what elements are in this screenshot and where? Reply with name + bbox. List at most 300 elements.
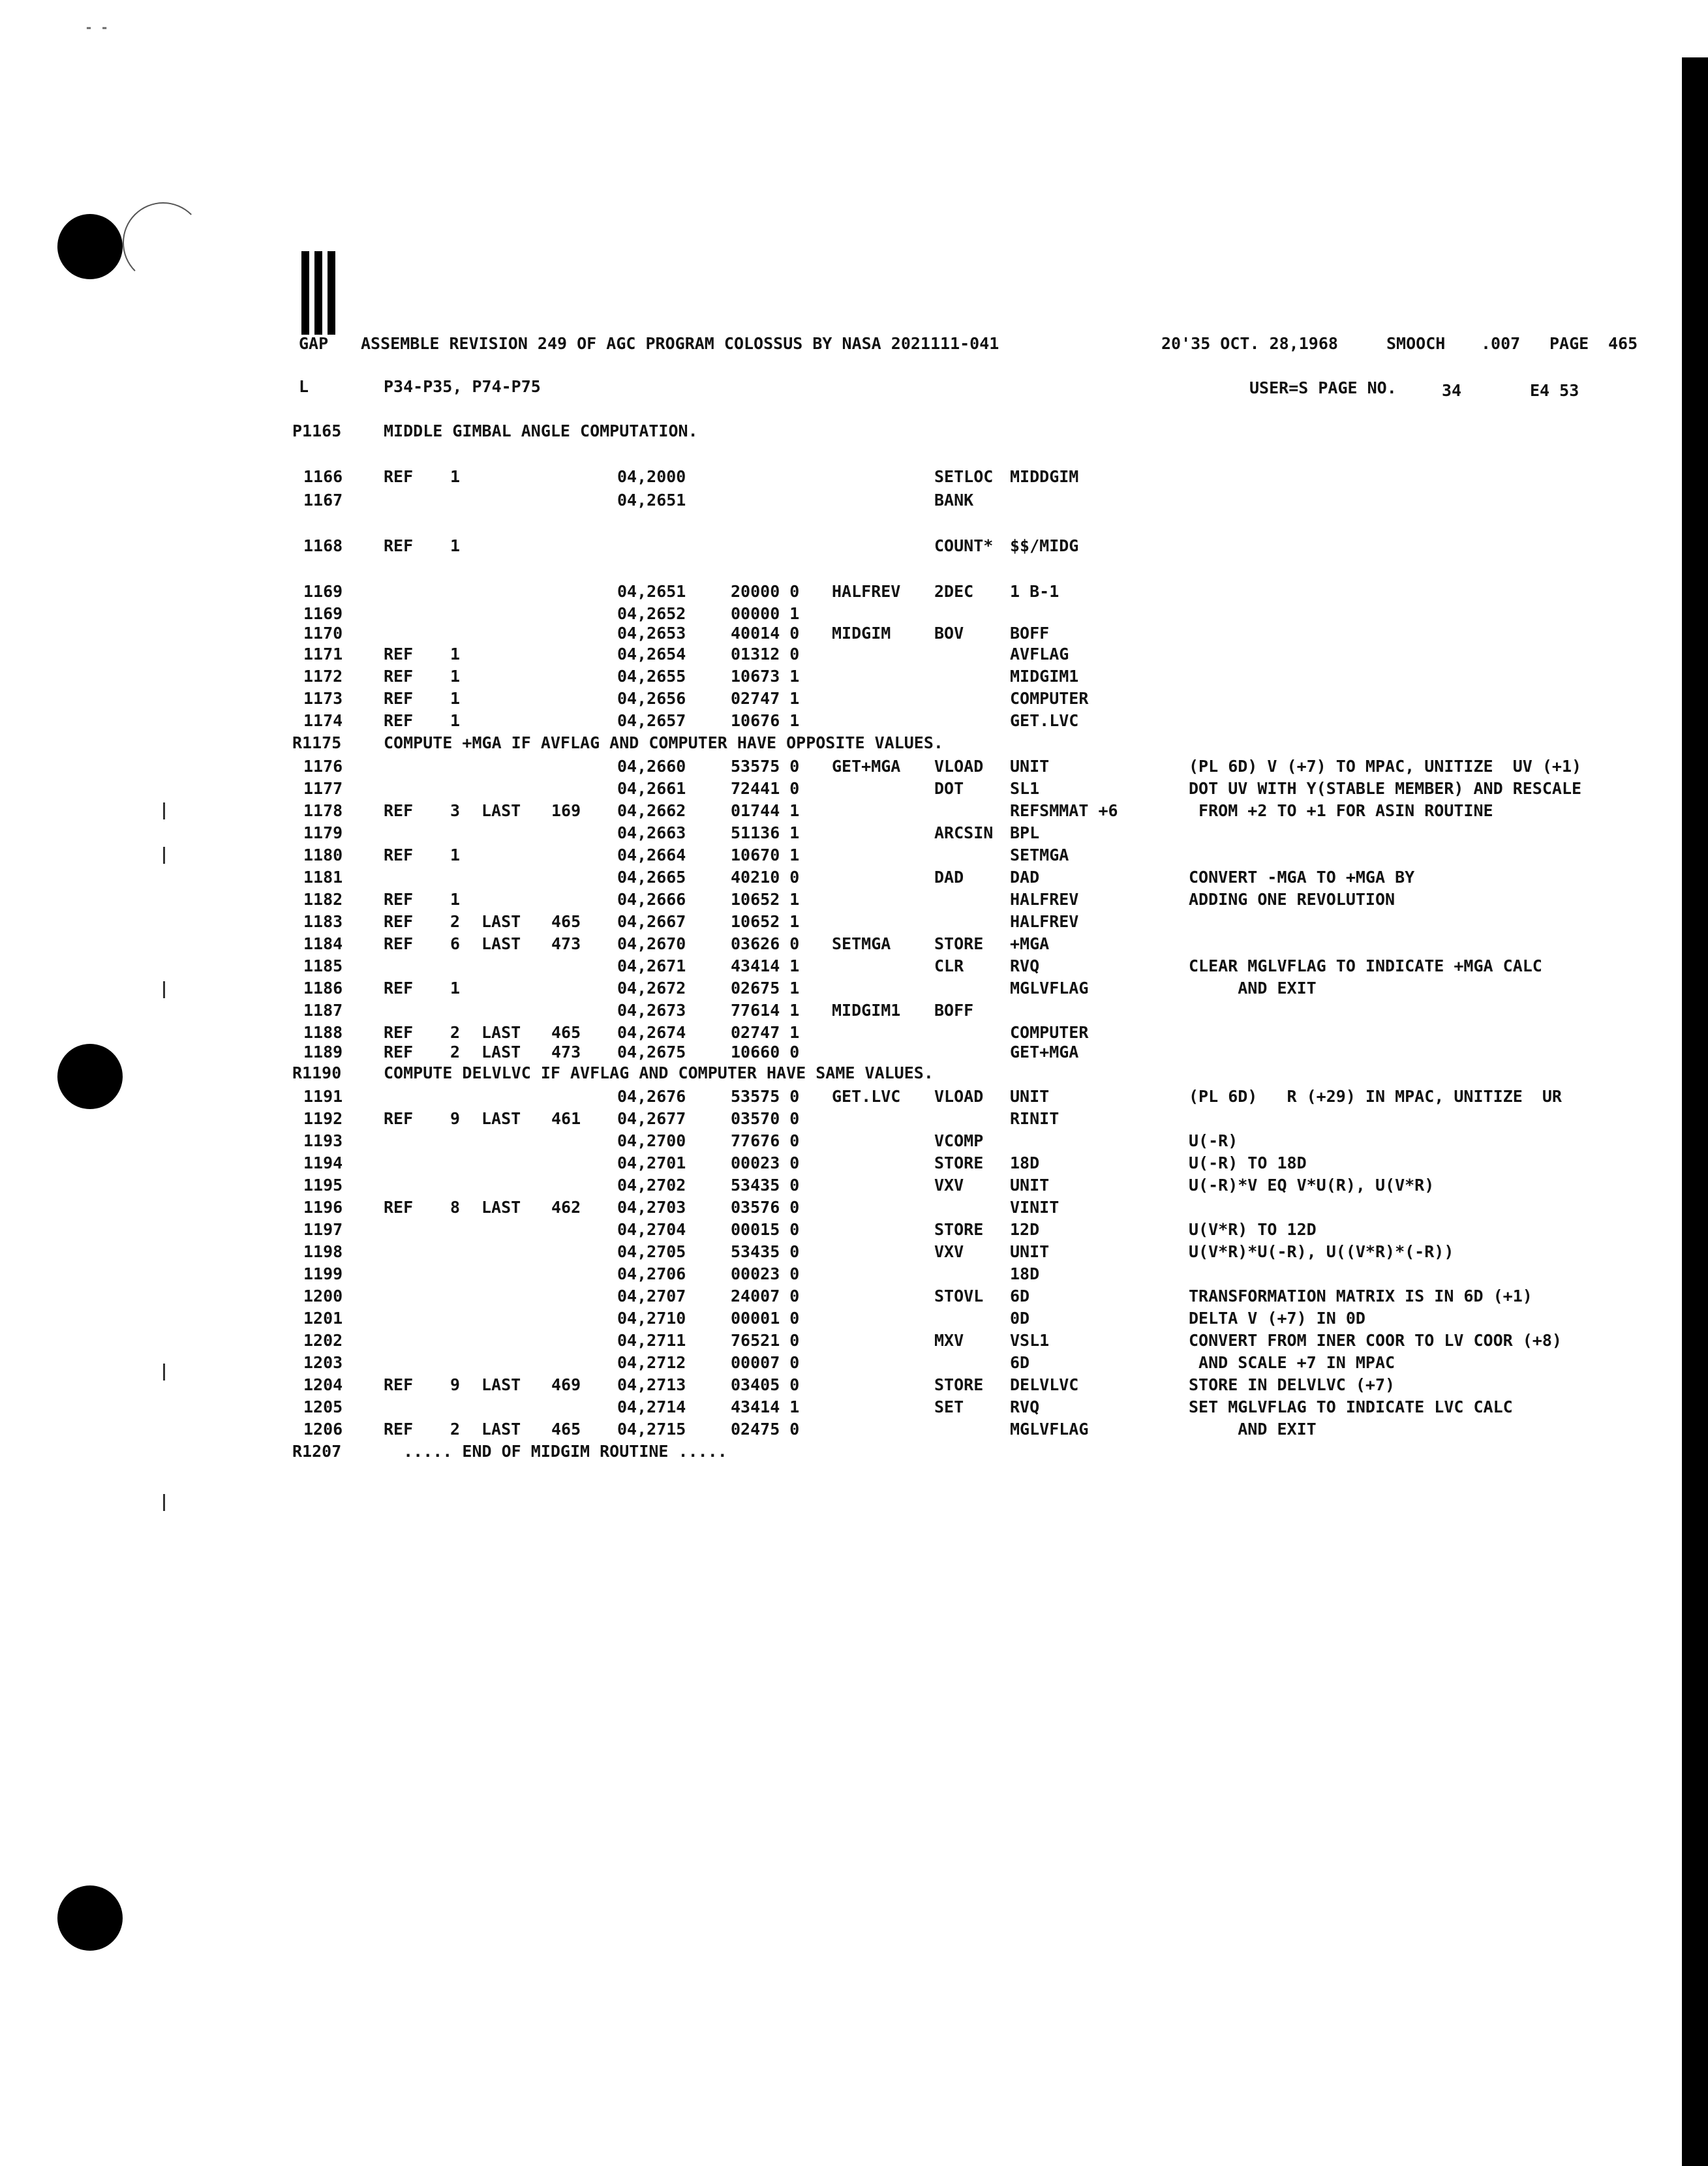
line-number: 1181 bbox=[303, 868, 343, 887]
cell-operand: UNIT bbox=[1010, 1176, 1050, 1195]
cell-word: 01312 0 bbox=[731, 645, 800, 664]
listing-row bbox=[0, 846, 1657, 868]
cell-addr: 04,2661 bbox=[617, 779, 686, 798]
cell-word: 03626 0 bbox=[731, 934, 800, 953]
line-number: 1184 bbox=[303, 934, 343, 953]
listing-row bbox=[0, 1043, 1657, 1065]
cell-word: 02747 1 bbox=[731, 689, 800, 708]
header-page-number: 465 bbox=[1608, 334, 1638, 353]
cell-op: BOV bbox=[934, 624, 964, 643]
listing-row bbox=[0, 604, 1657, 626]
cell-word: 02475 0 bbox=[731, 1420, 800, 1439]
line-number: 1201 bbox=[303, 1309, 343, 1328]
cell-addr: 04,2660 bbox=[617, 757, 686, 776]
cell-operand: UNIT bbox=[1010, 1242, 1050, 1261]
subheader-code: L bbox=[299, 377, 309, 396]
cell-operand: +MGA bbox=[1010, 934, 1050, 953]
cell-addr: 04,2652 bbox=[617, 604, 686, 623]
subheader-extra: E4 53 bbox=[1530, 381, 1579, 400]
cell-addr: 04,2710 bbox=[617, 1309, 686, 1328]
cell-last: LAST bbox=[481, 1375, 521, 1394]
listing-row bbox=[0, 1023, 1657, 1045]
cell-operand: BPL bbox=[1010, 823, 1040, 842]
cell-comment: STORE IN DELVLVC (+7) bbox=[1189, 1375, 1395, 1394]
cell-op: DOT bbox=[934, 779, 964, 798]
cell-ref: REF bbox=[384, 1198, 414, 1217]
cell-operand: VSL1 bbox=[1010, 1331, 1050, 1350]
line-number: 1192 bbox=[303, 1109, 343, 1128]
cell-comment: (PL 6D) R (+29) IN MPAC, UNITIZE UR bbox=[1189, 1087, 1562, 1106]
cell-word: 43414 1 bbox=[731, 956, 800, 975]
line-number: 1185 bbox=[303, 956, 343, 975]
header-time: 20'35 OCT. 28,1968 bbox=[1161, 334, 1338, 353]
listing-row bbox=[0, 1309, 1657, 1331]
listing-row bbox=[0, 801, 1657, 823]
cell-addr: 04,2676 bbox=[617, 1087, 686, 1106]
cell-addr: 04,2671 bbox=[617, 956, 686, 975]
cell-label: MIDGIM bbox=[832, 624, 891, 643]
line-number: 1186 bbox=[303, 979, 343, 998]
cell-addr: 04,2704 bbox=[617, 1220, 686, 1239]
cell-operand: HALFREV bbox=[1010, 912, 1079, 931]
line-number: 1197 bbox=[303, 1220, 343, 1239]
cell-addr: 04,2662 bbox=[617, 801, 686, 820]
cell-comment: SET MGLVFLAG TO INDICATE LVC CALC bbox=[1189, 1397, 1513, 1416]
cell-operand: SETMGA bbox=[1010, 846, 1069, 864]
cell-comment: U(-R)*V EQ V*U(R), U(V*R) bbox=[1189, 1176, 1435, 1195]
cell-addr: 04,2713 bbox=[617, 1375, 686, 1394]
cell-op: VXV bbox=[934, 1242, 964, 1261]
cell-operand: COMPUTER bbox=[1010, 1023, 1089, 1042]
cell-op: VCOMP bbox=[934, 1131, 984, 1150]
line-number: 1169 bbox=[303, 604, 343, 623]
cell-op: 2DEC bbox=[934, 582, 974, 601]
cell-word: 00007 0 bbox=[731, 1353, 800, 1372]
cell-lastn: 465 bbox=[551, 1420, 581, 1439]
cell-op: VLOAD bbox=[934, 1087, 984, 1106]
listing-row bbox=[0, 1397, 1657, 1420]
cell-operand: 12D bbox=[1010, 1220, 1040, 1239]
cell-addr: 04,2703 bbox=[617, 1198, 686, 1217]
line-number: 1204 bbox=[303, 1375, 343, 1394]
punch-hole-arc bbox=[123, 202, 204, 283]
remark-text: COMPUTE +MGA IF AVFLAG AND COMPUTER HAVE OPPOSITE VALUES. bbox=[384, 733, 943, 752]
cell-operand: AVFLAG bbox=[1010, 645, 1069, 664]
line-number: 1193 bbox=[303, 1131, 343, 1150]
cell-operand: RINIT bbox=[1010, 1109, 1060, 1128]
subheader-user-page: USER=S PAGE NO. bbox=[1249, 378, 1397, 397]
line-number: 1170 bbox=[303, 624, 343, 643]
cell-word: 10652 1 bbox=[731, 912, 800, 931]
cell-last: LAST bbox=[481, 801, 521, 820]
cell-addr: 04,2653 bbox=[617, 624, 686, 643]
listing-row bbox=[0, 582, 1657, 604]
cell-lastn: 461 bbox=[551, 1109, 581, 1128]
section-line-number: P1165 bbox=[292, 421, 342, 440]
listing-row bbox=[0, 868, 1657, 890]
cell-word: 10652 1 bbox=[731, 890, 800, 909]
cell-word: 51136 1 bbox=[731, 823, 800, 842]
cell-addr: 04,2711 bbox=[617, 1331, 686, 1350]
listing-row bbox=[0, 1420, 1657, 1442]
punch-hole-top bbox=[57, 214, 123, 279]
cell-refn: 1 bbox=[450, 689, 461, 708]
line-number: 1177 bbox=[303, 779, 343, 798]
cell-refn: 1 bbox=[450, 536, 461, 555]
cell-word: 10660 0 bbox=[731, 1043, 800, 1061]
listing-row bbox=[0, 1176, 1657, 1198]
cell-comment: CONVERT FROM INER COOR TO LV COOR (+8) bbox=[1189, 1331, 1562, 1350]
cell-lastn: 169 bbox=[551, 801, 581, 820]
cell-addr: 04,2701 bbox=[617, 1153, 686, 1172]
cell-comment: ADDING ONE REVOLUTION bbox=[1189, 890, 1395, 909]
listing-row bbox=[0, 1442, 1657, 1464]
cell-comment: AND EXIT bbox=[1189, 979, 1317, 998]
line-number: R1175 bbox=[292, 733, 342, 752]
cell-refn: 2 bbox=[450, 912, 461, 931]
cell-word: 00015 0 bbox=[731, 1220, 800, 1239]
cell-comment: FROM +2 TO +1 FOR ASIN ROUTINE bbox=[1189, 801, 1493, 820]
cell-comment: U(-R) TO 18D bbox=[1189, 1153, 1307, 1172]
cell-refn: 8 bbox=[450, 1198, 461, 1217]
cell-op: VLOAD bbox=[934, 757, 984, 776]
listing-row bbox=[0, 1198, 1657, 1220]
line-number: 1194 bbox=[303, 1153, 343, 1172]
cell-operand: RVQ bbox=[1010, 956, 1040, 975]
cell-ref: REF bbox=[384, 1375, 414, 1394]
listing-row bbox=[0, 1001, 1657, 1023]
line-number: 1173 bbox=[303, 689, 343, 708]
cell-ref: REF bbox=[384, 1023, 414, 1042]
cell-ref: REF bbox=[384, 1420, 414, 1439]
cell-word: 53435 0 bbox=[731, 1176, 800, 1195]
cell-addr: 04,2651 bbox=[617, 582, 686, 601]
listing-row bbox=[0, 912, 1657, 934]
cell-word: 03570 0 bbox=[731, 1109, 800, 1128]
line-number: 1191 bbox=[303, 1087, 343, 1106]
subheader-programs: P34-P35, P74-P75 bbox=[384, 377, 541, 396]
punch-hole-bottom bbox=[57, 1885, 123, 1951]
remark-text: COMPUTE DELVLVC IF AVFLAG AND COMPUTER HAVE SAME VALUES. bbox=[384, 1063, 934, 1082]
header-prefix: GAP bbox=[299, 334, 329, 353]
listing-row bbox=[0, 536, 1657, 558]
line-number: 1196 bbox=[303, 1198, 343, 1217]
margin-tick bbox=[163, 1494, 165, 1511]
cell-word: 40210 0 bbox=[731, 868, 800, 887]
cell-ref: REF bbox=[384, 801, 414, 820]
cell-addr: 04,2712 bbox=[617, 1353, 686, 1372]
cell-last: LAST bbox=[481, 912, 521, 931]
line-number: 1176 bbox=[303, 757, 343, 776]
cell-addr: 04,2656 bbox=[617, 689, 686, 708]
line-number: 1167 bbox=[303, 491, 343, 510]
cell-operand: 0D bbox=[1010, 1309, 1030, 1328]
cell-refn: 9 bbox=[450, 1375, 461, 1394]
cell-addr: 04,2706 bbox=[617, 1264, 686, 1283]
cell-op: SETLOC bbox=[934, 467, 994, 486]
cell-refn: 1 bbox=[450, 467, 461, 486]
cell-word: 77676 0 bbox=[731, 1131, 800, 1150]
cell-addr: 04,2674 bbox=[617, 1023, 686, 1042]
listing-row bbox=[0, 1331, 1657, 1353]
cell-operand: VINIT bbox=[1010, 1198, 1060, 1217]
cell-operand: UNIT bbox=[1010, 1087, 1050, 1106]
listing-row bbox=[0, 779, 1657, 801]
cell-operand: 6D bbox=[1010, 1353, 1030, 1372]
listing-row bbox=[0, 1264, 1657, 1287]
cell-word: 00000 1 bbox=[731, 604, 800, 623]
line-number: 1200 bbox=[303, 1287, 343, 1305]
cell-lastn: 462 bbox=[551, 1198, 581, 1217]
cell-refn: 1 bbox=[450, 979, 461, 998]
listing-row bbox=[0, 645, 1657, 667]
cell-addr: 04,2702 bbox=[617, 1176, 686, 1195]
cell-comment: CLEAR MGLVFLAG TO INDICATE +MGA CALC bbox=[1189, 956, 1542, 975]
cell-addr: 04,2705 bbox=[617, 1242, 686, 1261]
cell-ref: REF bbox=[384, 912, 414, 931]
cell-addr: 04,2677 bbox=[617, 1109, 686, 1128]
line-number: 1199 bbox=[303, 1264, 343, 1283]
cell-word: 53435 0 bbox=[731, 1242, 800, 1261]
listing-row bbox=[0, 1109, 1657, 1131]
cell-label: SETMGA bbox=[832, 934, 891, 953]
cell-refn: 1 bbox=[450, 846, 461, 864]
listing-row bbox=[0, 1353, 1657, 1375]
cell-operand: BOFF bbox=[1010, 624, 1050, 643]
cell-addr: 04,2714 bbox=[617, 1397, 686, 1416]
cell-refn: 1 bbox=[450, 667, 461, 686]
cell-word: 03576 0 bbox=[731, 1198, 800, 1217]
line-number: 1189 bbox=[303, 1043, 343, 1061]
cell-op: DAD bbox=[934, 868, 964, 887]
cell-refn: 2 bbox=[450, 1023, 461, 1042]
cell-addr: 04,2654 bbox=[617, 645, 686, 664]
line-number: 1183 bbox=[303, 912, 343, 931]
cell-addr: 04,2707 bbox=[617, 1287, 686, 1305]
cell-last: LAST bbox=[481, 1109, 521, 1128]
cell-word: 10676 1 bbox=[731, 711, 800, 730]
cell-word: 24007 0 bbox=[731, 1287, 800, 1305]
cell-ref: REF bbox=[384, 890, 414, 909]
line-number: 1206 bbox=[303, 1420, 343, 1439]
cell-ref: REF bbox=[384, 711, 414, 730]
cell-refn: 1 bbox=[450, 890, 461, 909]
line-number: 1178 bbox=[303, 801, 343, 820]
cell-refn: 1 bbox=[450, 711, 461, 730]
cell-op: STORE bbox=[934, 1375, 984, 1394]
cell-comment: U(V*R)*U(-R), U((V*R)*(-R)) bbox=[1189, 1242, 1454, 1261]
cell-operand: 1 B-1 bbox=[1010, 582, 1060, 601]
cell-comment: U(-R) bbox=[1189, 1131, 1238, 1150]
listing-row bbox=[0, 711, 1657, 733]
cell-last: LAST bbox=[481, 1420, 521, 1439]
listing-row bbox=[0, 733, 1657, 755]
line-number: 1171 bbox=[303, 645, 343, 664]
cell-op: SET bbox=[934, 1397, 964, 1416]
line-number: 1179 bbox=[303, 823, 343, 842]
listing-row bbox=[0, 624, 1657, 646]
cell-operand: 18D bbox=[1010, 1153, 1040, 1172]
cell-word: 02675 1 bbox=[731, 979, 800, 998]
cell-operand: $$/MIDG bbox=[1010, 536, 1079, 555]
cell-ref: REF bbox=[384, 934, 414, 953]
cell-op: BOFF bbox=[934, 1001, 974, 1020]
cell-word: 01744 1 bbox=[731, 801, 800, 820]
cell-addr: 04,2667 bbox=[617, 912, 686, 931]
cell-word: 03405 0 bbox=[731, 1375, 800, 1394]
cell-op: CLR bbox=[934, 956, 964, 975]
listing-row bbox=[0, 956, 1657, 979]
cell-operand: DELVLVC bbox=[1010, 1375, 1079, 1394]
cell-addr: 04,2663 bbox=[617, 823, 686, 842]
line-number: 1188 bbox=[303, 1023, 343, 1042]
cell-operand: REFSMMAT +6 bbox=[1010, 801, 1118, 820]
cell-op: STORE bbox=[934, 934, 984, 953]
cell-addr: 04,2672 bbox=[617, 979, 686, 998]
listing-row bbox=[0, 1375, 1657, 1397]
line-number: 1166 bbox=[303, 467, 343, 486]
listing-row bbox=[0, 467, 1657, 489]
line-number: 1174 bbox=[303, 711, 343, 730]
cell-label: HALFREV bbox=[832, 582, 901, 601]
cell-comment: DOT UV WITH Y(STABLE MEMBER) AND RESCALE bbox=[1189, 779, 1582, 798]
line-number: 1168 bbox=[303, 536, 343, 555]
line-number: 1202 bbox=[303, 1331, 343, 1350]
cell-ref: REF bbox=[384, 1109, 414, 1128]
listing-row bbox=[0, 1087, 1657, 1109]
cell-addr: 04,2670 bbox=[617, 934, 686, 953]
cell-word: 43414 1 bbox=[731, 1397, 800, 1416]
line-number: 1198 bbox=[303, 1242, 343, 1261]
cell-word: 00023 0 bbox=[731, 1153, 800, 1172]
listing-row bbox=[0, 1287, 1657, 1309]
cell-ref: REF bbox=[384, 536, 414, 555]
listing-row bbox=[0, 1153, 1657, 1176]
cell-word: 00001 0 bbox=[731, 1309, 800, 1328]
cell-operand: 18D bbox=[1010, 1264, 1040, 1283]
listing-row bbox=[0, 890, 1657, 912]
cell-label: GET+MGA bbox=[832, 757, 901, 776]
cell-refn: 2 bbox=[450, 1043, 461, 1061]
cell-addr: 04,2651 bbox=[617, 491, 686, 510]
cell-word: 10673 1 bbox=[731, 667, 800, 686]
cell-op: STORE bbox=[934, 1153, 984, 1172]
line-number: 1182 bbox=[303, 890, 343, 909]
line-number: 1187 bbox=[303, 1001, 343, 1020]
cell-comment: TRANSFORMATION MATRIX IS IN 6D (+1) bbox=[1189, 1287, 1533, 1305]
scan-edge-bar bbox=[1682, 57, 1708, 2166]
cell-word: 53575 0 bbox=[731, 757, 800, 776]
cell-ref: REF bbox=[384, 979, 414, 998]
cell-comment: AND EXIT bbox=[1189, 1420, 1317, 1439]
cell-lastn: 469 bbox=[551, 1375, 581, 1394]
listing-row bbox=[0, 1063, 1657, 1086]
cell-operand: GET+MGA bbox=[1010, 1043, 1079, 1061]
cell-comment: U(V*R) TO 12D bbox=[1189, 1220, 1317, 1239]
cell-addr: 04,2664 bbox=[617, 846, 686, 864]
cell-addr: 04,2700 bbox=[617, 1131, 686, 1150]
line-number: 1205 bbox=[303, 1397, 343, 1416]
cell-operand: MGLVFLAG bbox=[1010, 1420, 1089, 1439]
line-number: 1172 bbox=[303, 667, 343, 686]
cell-op: VXV bbox=[934, 1176, 964, 1195]
cell-refn: 6 bbox=[450, 934, 461, 953]
cell-word: 72441 0 bbox=[731, 779, 800, 798]
line-number: 1195 bbox=[303, 1176, 343, 1195]
cell-addr: 04,2655 bbox=[617, 667, 686, 686]
cell-op: BANK bbox=[934, 491, 974, 510]
cell-addr: 04,2000 bbox=[617, 467, 686, 486]
cell-word: 20000 0 bbox=[731, 582, 800, 601]
cell-op: ARCSIN bbox=[934, 823, 994, 842]
cell-lastn: 473 bbox=[551, 1043, 581, 1061]
listing-row bbox=[0, 1220, 1657, 1242]
line-number: 1180 bbox=[303, 846, 343, 864]
cell-addr: 04,2673 bbox=[617, 1001, 686, 1020]
line-number: 1203 bbox=[303, 1353, 343, 1372]
listing-row bbox=[0, 823, 1657, 846]
cell-last: LAST bbox=[481, 1043, 521, 1061]
remark-text: ..... END OF MIDGIM ROUTINE ..... bbox=[384, 1442, 727, 1461]
line-number: 1169 bbox=[303, 582, 343, 601]
listing-row bbox=[0, 667, 1657, 689]
header-page-label: PAGE bbox=[1549, 334, 1589, 353]
cell-word: 76521 0 bbox=[731, 1331, 800, 1350]
cell-last: LAST bbox=[481, 934, 521, 953]
cell-operand: DAD bbox=[1010, 868, 1040, 887]
cell-comment: (PL 6D) V (+7) TO MPAC, UNITIZE UV (+1) bbox=[1189, 757, 1582, 776]
cell-lastn: 465 bbox=[551, 1023, 581, 1042]
line-number: R1207 bbox=[292, 1442, 342, 1461]
cell-ref: REF bbox=[384, 667, 414, 686]
listing-row bbox=[0, 934, 1657, 956]
cell-word: 77614 1 bbox=[731, 1001, 800, 1020]
cell-refn: 2 bbox=[450, 1420, 461, 1439]
cell-addr: 04,2665 bbox=[617, 868, 686, 887]
cell-last: LAST bbox=[481, 1023, 521, 1042]
corner-mark: - - bbox=[85, 20, 109, 35]
cell-operand: 6D bbox=[1010, 1287, 1030, 1305]
cell-word: 00023 0 bbox=[731, 1264, 800, 1283]
line-number: R1190 bbox=[292, 1063, 342, 1082]
listing-row bbox=[0, 1131, 1657, 1153]
cell-op: STOVL bbox=[934, 1287, 984, 1305]
cell-ref: REF bbox=[384, 467, 414, 486]
listing-row bbox=[0, 979, 1657, 1001]
header-version: .007 bbox=[1481, 334, 1521, 353]
cell-word: 02747 1 bbox=[731, 1023, 800, 1042]
cell-ref: REF bbox=[384, 689, 414, 708]
cell-operand: MIDGIM1 bbox=[1010, 667, 1079, 686]
cell-label: GET.LVC bbox=[832, 1087, 901, 1106]
cell-op: COUNT* bbox=[934, 536, 994, 555]
cell-ref: REF bbox=[384, 645, 414, 664]
cell-last: LAST bbox=[481, 1198, 521, 1217]
cell-operand: RVQ bbox=[1010, 1397, 1040, 1416]
cell-lastn: 465 bbox=[551, 912, 581, 931]
cell-op: MXV bbox=[934, 1331, 964, 1350]
cell-operand: HALFREV bbox=[1010, 890, 1079, 909]
cell-addr: 04,2657 bbox=[617, 711, 686, 730]
header-title: ASSEMBLE REVISION 249 OF AGC PROGRAM COLOSSUS BY NASA 2021111-041 bbox=[361, 334, 999, 353]
listing-row bbox=[0, 1242, 1657, 1264]
cell-operand: GET.LVC bbox=[1010, 711, 1079, 730]
cell-addr: 04,2666 bbox=[617, 890, 686, 909]
cell-lastn: 473 bbox=[551, 934, 581, 953]
cell-comment: CONVERT -MGA TO +MGA BY bbox=[1189, 868, 1415, 887]
cell-refn: 9 bbox=[450, 1109, 461, 1128]
subheader-user-page-number: 34 bbox=[1442, 381, 1462, 400]
